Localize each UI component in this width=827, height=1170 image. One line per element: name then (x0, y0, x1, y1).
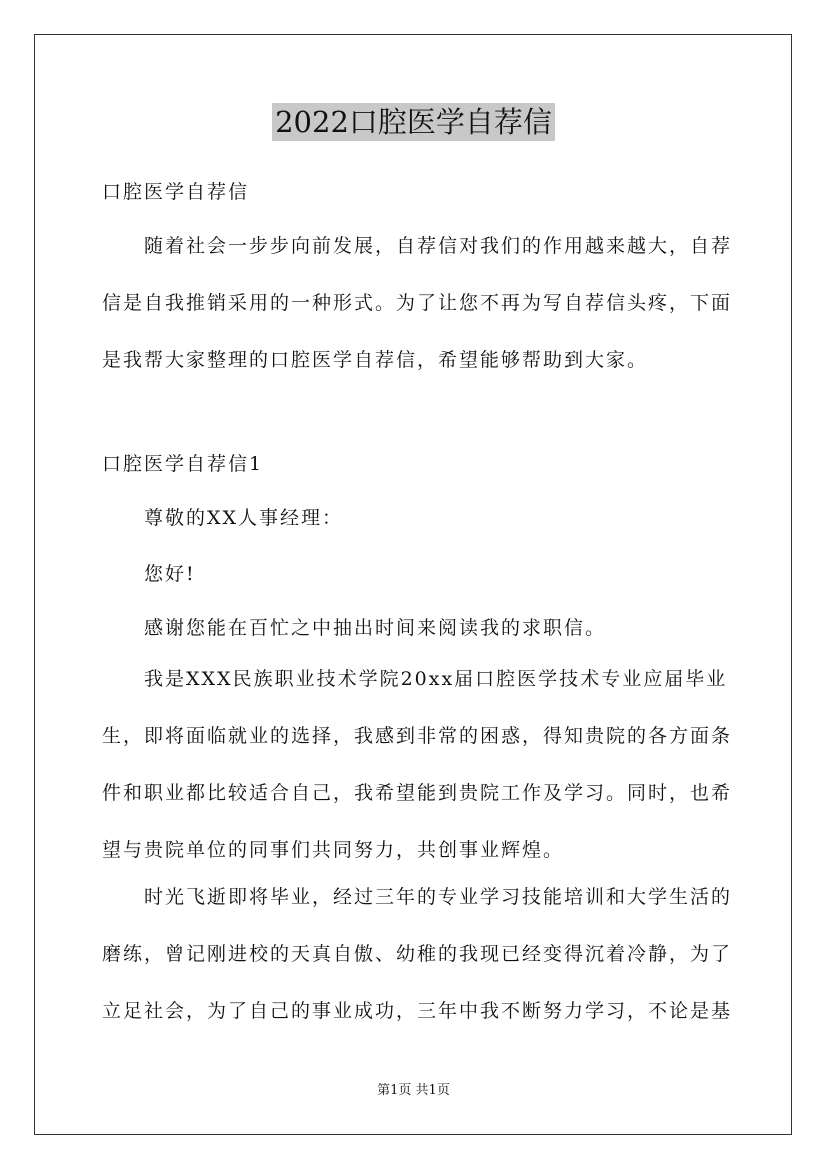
page-footer: 第1页 共1页 (377, 1083, 450, 1098)
thanks-paragraph: 感谢您能在百忙之中抽出时间来阅读我的求职信。 (144, 617, 607, 639)
title-wrap (0, 103, 827, 141)
greeting: 您好! (144, 563, 196, 585)
document-title: 2022口腔医学自荐信 (272, 103, 555, 141)
section-heading: 口腔医学自荐信1 (102, 453, 264, 475)
intro-paragraph: 随着社会一步步向前发展，自荐信对我们的作用越来越大，自荐信是自我推销采用的一种形式。为了让您不再为写自荐信头疼，下面是我帮大家整理的口腔医学自荐信，希望能够帮助到大家。 (102, 235, 733, 371)
document-subtitle: 口腔医学自荐信 (102, 181, 250, 203)
body-paragraph-2: 时光飞逝即将毕业，经过三年的专业学习技能培训和大学生活的磨练，曾记刚进校的天真自傲、幼稚的我现已经变得沉着冷静，为了立足社会，为了自己的事业成功，三年中我不断努力学习，不论是基 (102, 886, 733, 1022)
body-paragraph-1: 我是XXX民族职业技术学院20xx届口腔医学技术专业应届毕业生，即将面临就业的选择，我感到非常的困惑，得知贵院的各方面条件和职业都比较适合自己，我希望能到贵院工作及学习。同时，也希望与贵院单位的同事们共同努力，共创事业辉煌。 (102, 668, 733, 861)
salutation: 尊敬的XX人事经理： (144, 507, 344, 529)
